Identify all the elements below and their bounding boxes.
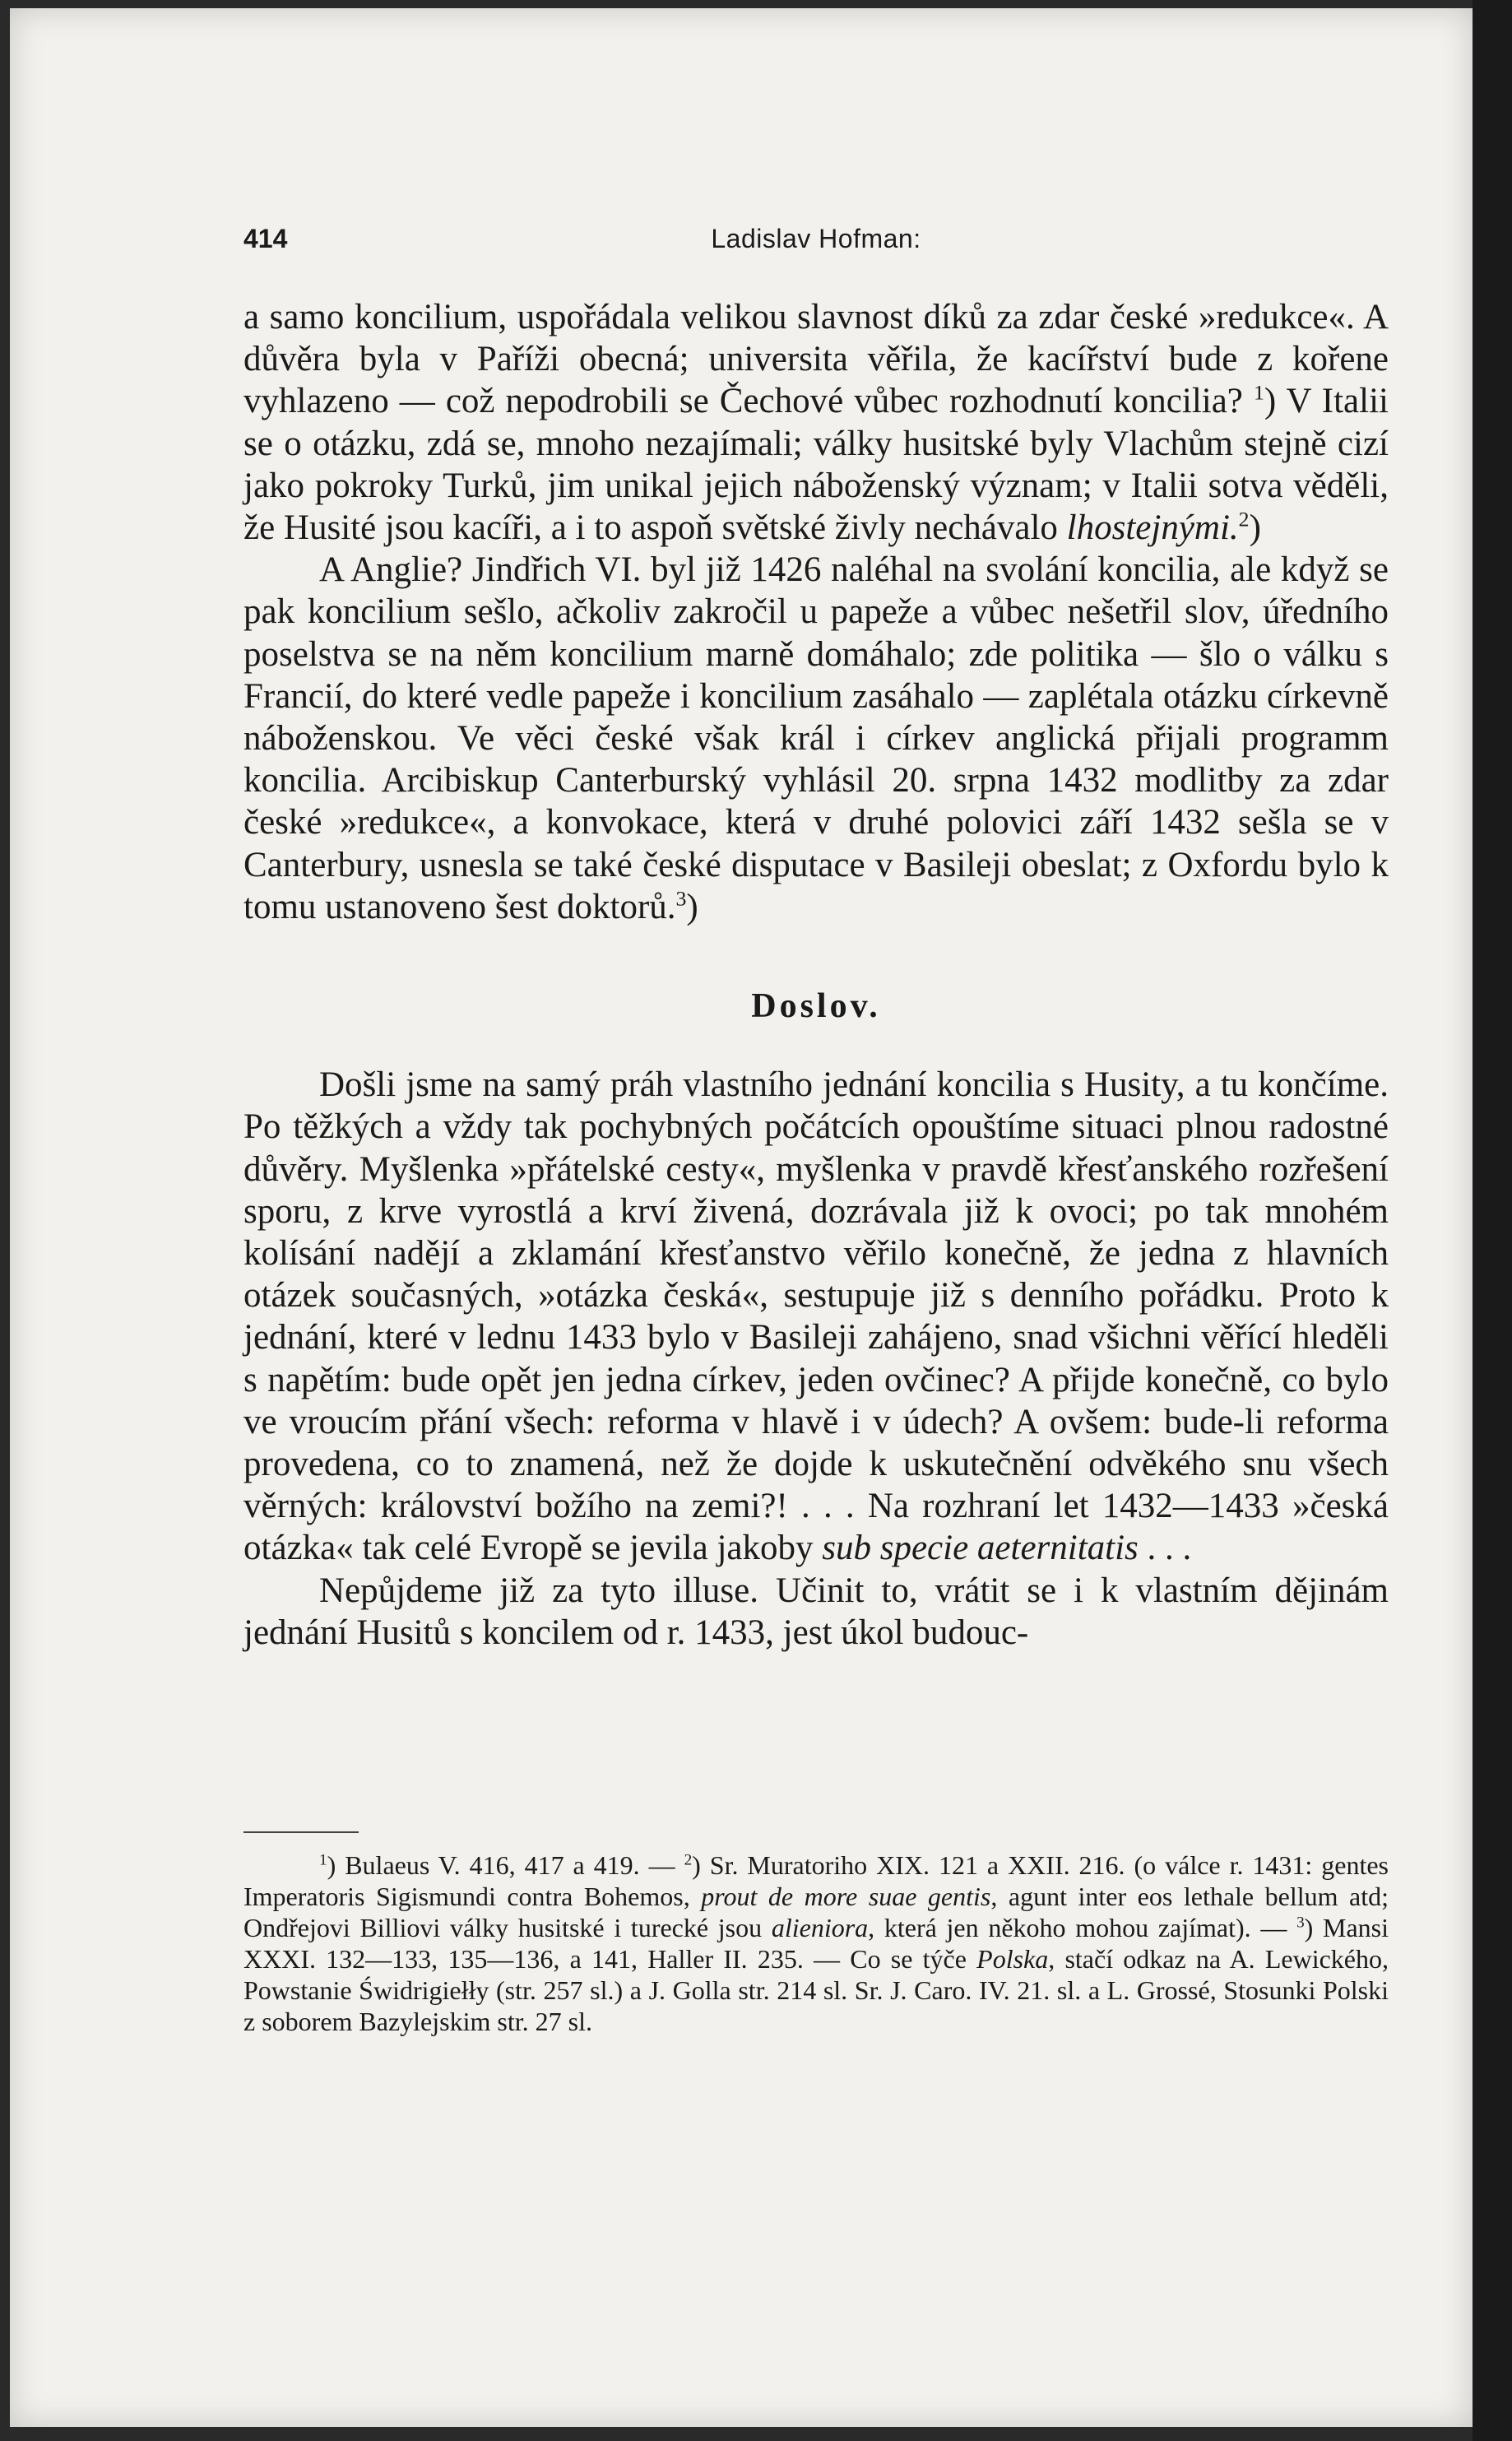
paragraph	[243, 1064, 1389, 1569]
text-run: prout de more suae gentis	[701, 1882, 991, 1911]
page-header	[243, 224, 1389, 265]
text-run: , která jen někoho mohou zajímat). —	[868, 1913, 1297, 1942]
scan-edge	[1473, 0, 1512, 2441]
main-text	[243, 296, 1389, 1654]
text-run: sub specie aeternitatis	[822, 1529, 1139, 1568]
text-run: )	[1249, 508, 1261, 548]
text-run: Došli jsme na samý práh vlastního jednání koncilia s Husity, a tu končíme. Po těžkých a vždy tak pochybných počátcích opouštíme situaci plnou radostné důvěry. Myšlenka »přátelské cesty«, myšlenka v pravdě křesťanského rozřešení sporu, z krve vyrostlá a krví živená, dozrávala již k ovoci; po tak mnohém kolísání nadějí a zklamání křesťanstvo věřilo konečně, že jedna z hlavních otázek současných, »otázka česká«, sestupuje již s denního pořádku. Proto k jednání, které v lednu 1433 bylo v Basileji zahájeno, snad všichni věřící hleděli s napětím: bude opět jen jedna církev, jeden ovčinec? A přijde konečně, co bylo ve vroucím přání všech: reforma v hlavě i v údech? A ovšem: bude-li reforma provedena, co to znamená, než že dojde k uskutečnění odvěkého snu všech věrných: království božího na zemi?! . . . Na rozhraní let 1432—1433 »česká otázka« tak celé Evropě se jevila jakoby	[243, 1065, 1389, 1568]
text-run: ) Sr. Muratoriho XIX. 121 a XXII. 216. (o válce r. 1431: gentes Imperatoris Sigismundi contra Bohemos,	[243, 1850, 1389, 1911]
footnote-ref: 2	[1238, 507, 1250, 531]
text-run: , stačí odkaz na A. Lewického, Powstanie Świdrigiełły (str. 257 sl.) a J. Golla str. 214 sl. Sr. J. Caro. IV. 21. sl. a L. Grossé, Stosunki Polski z soborem Bazylejskim str. 27 sl.	[243, 1944, 1389, 2036]
page-number: 414	[243, 224, 288, 253]
section-title: Doslov.	[751, 987, 881, 1026]
text-run: )	[686, 887, 698, 926]
text-run: Nepůjdeme již za tyto illuse. Učinit to, vrátit se i k vlastním dějinám jednání Husitů s koncilem od r. 1433, jest úkol budouc-	[243, 1571, 1389, 1652]
footnote-ref: 1	[319, 1851, 327, 1869]
footnote-ref: 3	[1296, 1914, 1305, 1932]
text-run: , agunt inter eos lethale bellum atd; Ondřejovi Billiovi války husitské i turecké jsou	[243, 1882, 1389, 1942]
text-run: a samo koncilium, uspořádala velikou slavnost díků za zdar české »redukce«. A důvěra byla v Paříži obecná; universita věřila, že kacířství bude z kořene vyhlazeno — což nepodrobili se Čechové vůbec rozhodnutí koncilia?	[243, 298, 1389, 421]
paragraph	[243, 296, 1389, 549]
running-head: Ladislav Hofman:	[711, 224, 921, 253]
text-run: . . .	[1138, 1529, 1192, 1568]
footnote-rule	[243, 1831, 359, 1833]
footnotes	[243, 1849, 1389, 2037]
text-run: A Anglie? Jindřich VI. byl již 1426 naléhal na svolání koncilia, ale když se pak koncilium sešlo, ačkoliv zakročil u papeže a vůbec nešetřil slov, úředního poselstva se na něm koncilium marně domáhalo; zde politika — šlo o válku s Francií, do které vedle papeže i koncilium zasáhalo — zaplétala otázku církevně náboženskou. Ve věci české však král i církev anglická přijali programm koncilia. Arcibiskup Canterburský vyhlásil 20. srpna 1432 modlitby za zdar české »redukce«, a konvokace, která v druhé polovici září 1432 sešla se v Canterbury, usnesla se také české disputace v Basileji obeslat; z Oxfordu bylo k tomu ustanoveno šest doktorů.	[243, 550, 1389, 926]
text-run: ) V Italii se o otázku, zdá se, mnoho nezajímali; války husitské byly Vlachům stejně cizí jako pokroky Turků, jim unikal jejich náboženský význam; v Italii sotva věděli, že Husité jsou kacíři, a i to aspoň světské živly nechávalo	[243, 382, 1389, 548]
text-run: ) Bulaeus V. 416, 417 a 419. —	[327, 1850, 684, 1880]
footnote-ref: 1	[1253, 381, 1264, 406]
doslov-paragraphs	[243, 1064, 1389, 1654]
text-run: Polska	[976, 1944, 1049, 1974]
text-run: ) Mansi XXXI. 132—133, 135—136, a 141, Haller II. 235. — Co se týče	[243, 1913, 1389, 1974]
footnote-ref: 3	[675, 886, 687, 911]
paragraph	[243, 1570, 1389, 1654]
paragraphs	[243, 296, 1389, 928]
text-run: alieniora	[771, 1913, 869, 1942]
footnote-ref: 2	[684, 1851, 693, 1869]
footnote	[243, 1849, 1389, 2037]
paragraph	[243, 549, 1389, 928]
text-run: lhostejnými.	[1066, 508, 1239, 548]
